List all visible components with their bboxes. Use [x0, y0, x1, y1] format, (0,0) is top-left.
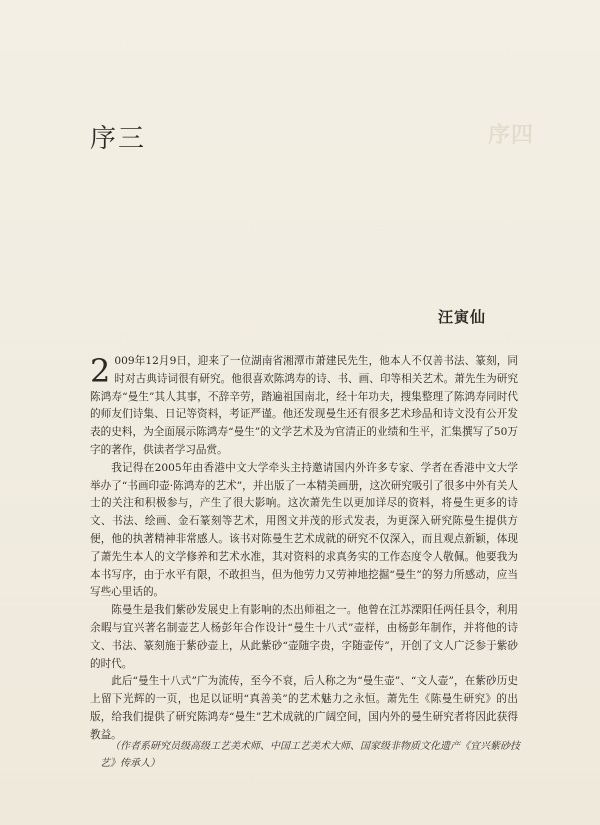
paragraph-1-text: 009年12月9日，迎来了一位湖南省湘潭市萧建民先生，他本人不仅善书法、篆刻，同时对古典诗词很有研究。他很喜欢陈鸿寿的诗、书、画、印等相关艺术。萧先生为研究陈鸿寿“曼生”其人其事，不辞辛劳，踏遍祖国南北，经十年功夫，搜集整理了陈鸿寿同时代的师友们诗集、日记等资料，考证严谨。他还发现曼生还有很多艺术珍品和诗文没有公开发表的史料，为全面展示陈鸿寿“曼生”的文学艺术及为官清正的业绩和生平，汇集撰写了50万字的著作，供读者学习品赏。	[90, 355, 518, 456]
paragraph-2: 我记得在2005年由香港中文大学牵头主持邀请国内外许多专家、学者在香港中文大学举办了“书画印壶·陈鸿寿的艺术”，并出版了一本精美画册，这次研究吸引了很多中外有关人士的关注和积极参与，产生了很大影响。这次萧先生以更加详尽的资料，将曼生更多的诗文、书法、绘画、金石篆刻等艺术，用图文并茂的形式发表，为更深入研究陈曼生提供方便，他的执著精神非常感人。该书对陈曼生艺术成就的研究不仅深入，而且观点新颖，体现了萧先生本人的文学修养和艺术水准，其对资料的求真务实的工作态度令人敬佩。他要我为本书写序，由于水平有限，不敢担当，但为他劳力又劳神地挖掘“曼生”的努力所感动，应当写些心里话的。	[90, 461, 518, 599]
paragraph-3: 陈曼生是我们紫砂发展史上有影响的杰出师祖之一。他曾在江苏溧阳任两任县令，利用余暇与宜兴著名制壶艺人杨彭年合作设计“曼生十八式”壶样，由杨彭年制作，并将他的诗文、书法、篆刻施于紫砂壶上，从此紫砂“壶随字贵，字随壶传”，开创了文人广泛参于紫砂的时代。	[90, 604, 518, 670]
page-title: 序三	[90, 124, 147, 154]
author-name: 汪寅仙	[438, 308, 487, 326]
bleed-through-heading: 序四	[488, 122, 535, 148]
paragraph-1	[90, 353, 518, 460]
body-text	[90, 353, 518, 745]
author-note: （作者系研究员级高级工艺美术师、中国工艺美术大师、国家级非物质文化遗产《宜兴紫砂技艺》传承人）	[100, 741, 520, 769]
dropcap: 2	[90, 352, 111, 390]
paragraph-4: 此后“曼生十八式”广为流传，至今不衰，后人称之为“曼生壶”、“文人壶”，在紫砂历史上留下光辉的一页，也足以证明“真善美”的艺术魅力之永恒。萧先生《陈曼生研究》的出版，给我们提供了研究陈鸿寿“曼生”艺术成就的广阔空间，国内外的曼生研究者将因此获得教益。	[90, 675, 518, 741]
